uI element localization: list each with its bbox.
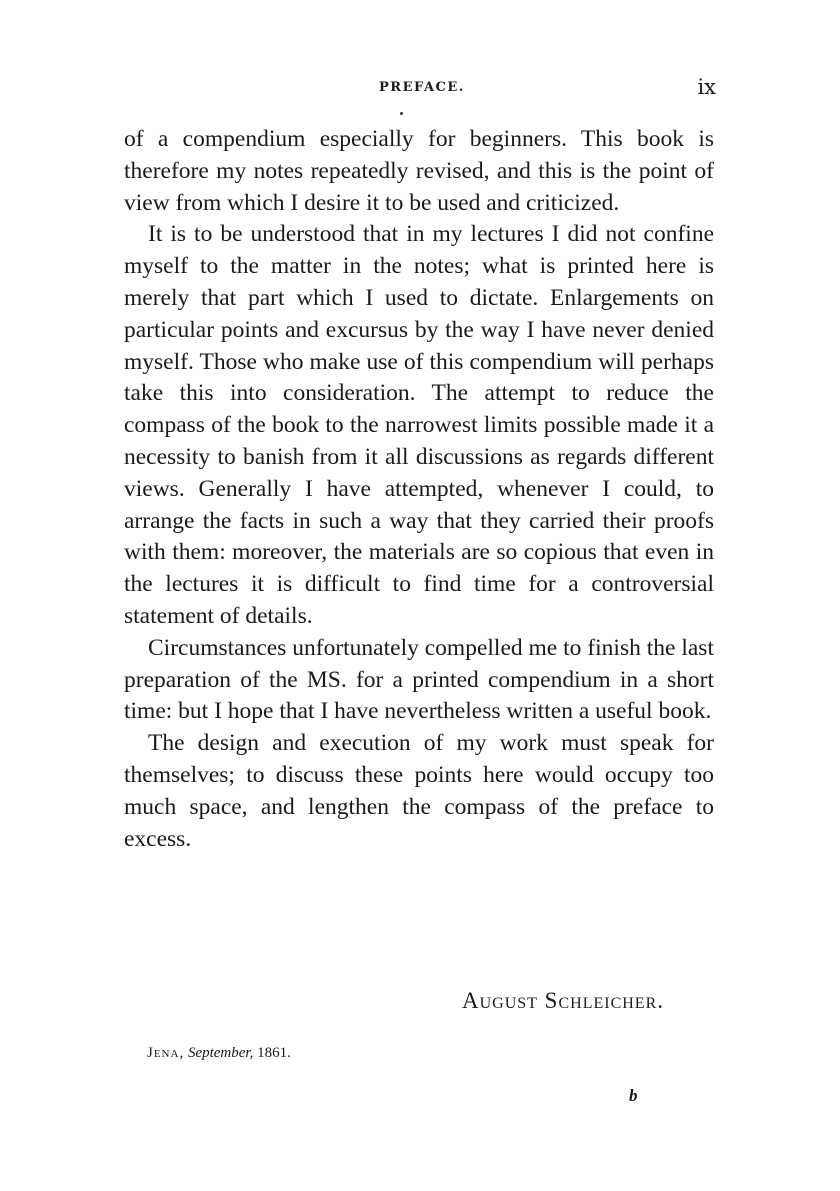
ink-speck <box>400 112 403 115</box>
running-title: PREFACE. <box>379 80 465 95</box>
printer-signature-mark: b <box>629 1086 638 1105</box>
date-year: 1861. <box>257 1045 291 1061</box>
place: Jena, <box>147 1045 185 1061</box>
place-date-line <box>147 1045 291 1062</box>
paragraph-continued: of a compendium especially for beginners. This book is therefore my notes repeatedly revised, and this is the point of view from which I desire it to be used and criticized. <box>124 126 714 216</box>
page-number: ix <box>697 75 716 99</box>
paragraph-lectures: It is to be understood that in my lectures I did not confine myself to the matter in the notes; what is printed here is merely that part which I used to dictate. Enlargements on particular points and excursus by the way I have never denied myself. Those who make use of this compendium will perhaps take this into consideration. The attempt to reduce the compass of the book to the narrowest limits possible made it a necessity to banish from it all discussions as regards different views. Generally I have attempted, whenever I could, to arrange the facts in such a way that they carried their proofs with them: moreover, the materials are so copious that even in the lectures it is difficult to find time for a controversial statement of details. <box>124 221 714 629</box>
body-text <box>124 124 714 855</box>
paragraph-circumstances: Circumstances unfortunately compelled me to finish the last preparation of the MS. for a printed compendium in a short time: but I hope that I have nevertheless written a useful book. <box>124 634 714 725</box>
paragraph-design: The design and execution of my work must speak for themselves; to discuss these points here would occupy too much space, and lengthen the compass of the preface to excess. <box>124 730 714 852</box>
author-signature: August Schleicher. <box>461 988 664 1013</box>
date-month: September, <box>187 1045 254 1061</box>
